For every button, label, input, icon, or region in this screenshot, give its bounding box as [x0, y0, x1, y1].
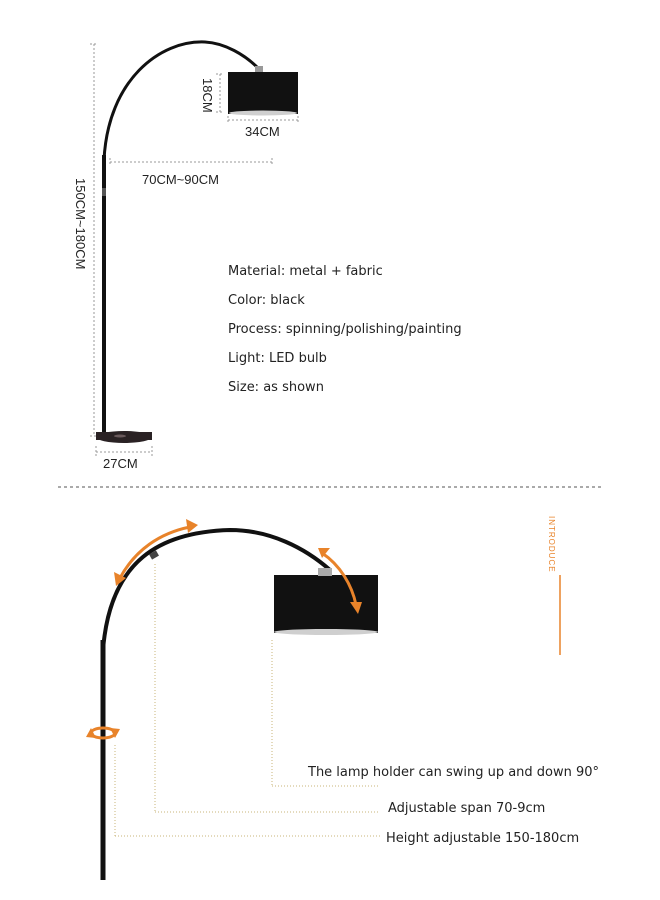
- spec-process: Process: spinning/polishing/painting: [228, 322, 462, 337]
- total-height-label: 150CM~180CM: [73, 178, 88, 270]
- feature-height: Height adjustable 150-180cm: [386, 831, 580, 846]
- spec-color: Color: black: [228, 293, 305, 308]
- shade-height-label: 18CM: [200, 78, 215, 113]
- arm-span-label: 70CM~90CM: [142, 172, 219, 187]
- base-width-label: 27CM: [103, 456, 138, 471]
- feature-swing: The lamp holder can swing up and down 90°: [308, 765, 600, 780]
- spec-light: Light: LED bulb: [228, 351, 327, 366]
- bottom-lamp-figure: [103, 530, 378, 880]
- spec-material: Material: metal + fabric: [228, 264, 383, 279]
- spec-size: Size: as shown: [228, 380, 324, 395]
- section-tag: INTRODUCE: [547, 516, 556, 573]
- top-lamp-shade: [228, 72, 298, 114]
- bottom-lamp-shade: [274, 575, 378, 633]
- shade-width-label: 34CM: [245, 124, 280, 139]
- feature-span: Adjustable span 70-9cm: [388, 801, 546, 816]
